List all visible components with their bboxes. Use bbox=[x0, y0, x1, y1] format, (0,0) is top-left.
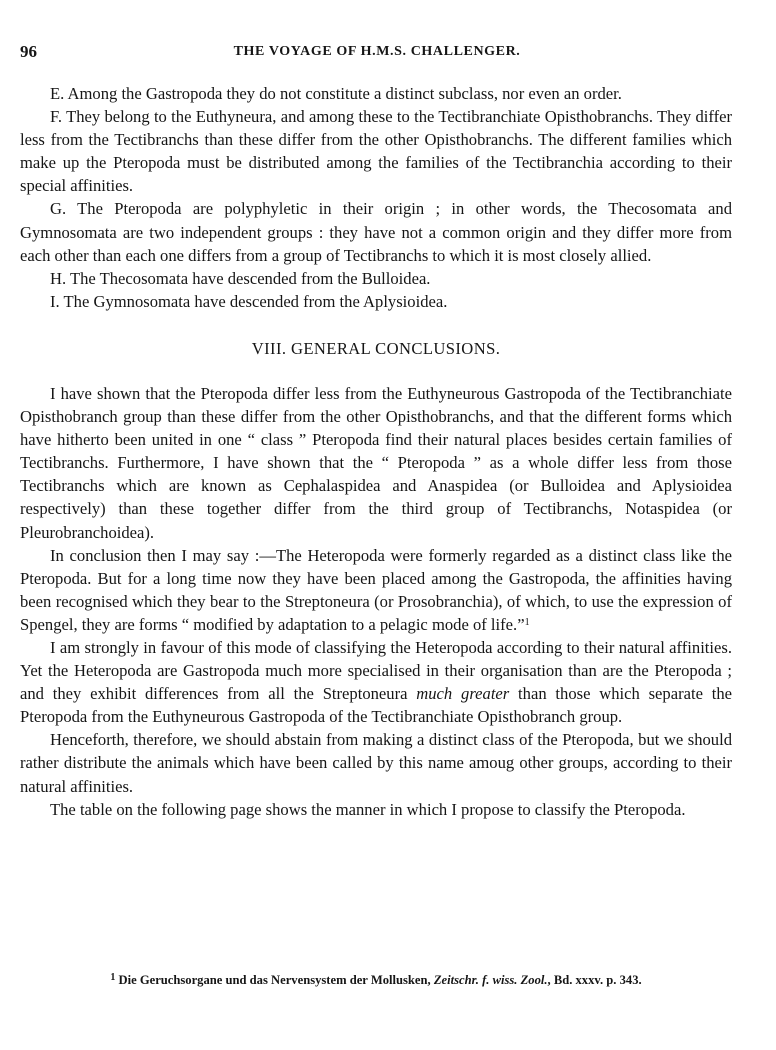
footnote-marker: 1 bbox=[110, 972, 116, 983]
emphasis-text: much greater bbox=[416, 684, 510, 704]
section-heading: VIII. GENERAL CONCLUSIONS. bbox=[251, 338, 501, 358]
page-number: 96 bbox=[20, 42, 37, 61]
paragraph-5: The table on the following page shows the manner in which I propose to classify the Pteropoda. bbox=[50, 799, 686, 819]
conclusion-g: G. The Pteropoda are polyphyletic in their origin ; in other words, the Thecosomata and Gymnosomata are two independent groups : they have not a common origin and they differ more from each other than each one differs from a group of Tectibranchs to which it is most closely allied. bbox=[20, 199, 732, 265]
paragraph-3-text-start: I am strongly in favour of this mode of classifying the Heteropoda according to their natural affinities. Yet the Heteropoda are Gastropoda much more specialised in their organisation than are the Pteropoda ; and they exhibit differences from all the Streptoneura bbox=[20, 637, 732, 704]
footnote-journal: Zeitschr. f. wiss. Zool. bbox=[433, 973, 548, 987]
paragraph-3 bbox=[20, 636, 732, 728]
body-text bbox=[20, 82, 732, 821]
paragraph-2 bbox=[20, 544, 732, 636]
conclusion-h: H. The Thecosomata have descended from the Bulloidea. bbox=[50, 268, 431, 288]
footnote-reference: 1 bbox=[524, 616, 530, 628]
paragraph-4: Henceforth, therefore, we should abstain from making a distinct class of the Pteropoda, but we should rather distribute the animals which have been called by this name amoug other groups, according to their natural affinities. bbox=[20, 730, 732, 796]
footnote bbox=[20, 972, 732, 988]
conclusion-f: F. They belong to the Euthyneura, and among these to the Tectibranchiate Opisthobranchs. They differ less from the Tectibranchs than these differ from the other Opisthobranchs. The different families which make up the Pteropoda must be distributed among the families of the Tectibranchia according to their special affinities. bbox=[20, 107, 732, 196]
paragraph-2-text: In conclusion then I may say :—The Heteropoda were formerly regarded as a distinct class like the Pteropoda. But for a long time now they have been placed among the Gastropoda, the affinities having been recognised which they bear to the Streptoneura (or Prosobranchia), of which, to use the expression of Spengel, they are forms “ modified by adaptation to a pelagic mode of life.” bbox=[20, 545, 732, 634]
conclusion-e: E. Among the Gastropoda they do not constitute a distinct subclass, nor even an order. bbox=[50, 84, 622, 103]
paragraph-1: I have shown that the Pteropoda differ less from the Euthyneurous Gastropoda of the Tectibranchiate Opisthobranch group than these differ from the other Opisthobranchs, and that the different forms which have hitherto been united in one “ class ” Pteropoda find their natural places besides certain families of Tectibranchs. Furthermore, I have shown that the “ Pteropoda ” as a whole differ less from those Tectibranchs which are known as Cephalaspidea and Anaspidea (or Bulloidea and Aplysioidea respectively) than these together differ from the third group of Tectibranchs, Notaspidea (or Pleurobranchoidea). bbox=[20, 383, 732, 542]
footnote-text-start: Die Geruchsorgane und das Nervensystem der Mollusken, bbox=[115, 973, 434, 987]
paragraph-3-text-end: than those which separate the Pteropoda from the Euthyneurous Gastropoda of the Tectibranchiate Opisthobranch group. bbox=[20, 684, 733, 727]
page-header bbox=[20, 42, 734, 66]
conclusion-i: I. The Gymnosomata have descended from the Aplysioidea. bbox=[50, 291, 448, 311]
footnote-text-end: , Bd. xxxv. p. 343. bbox=[547, 973, 642, 987]
running-head: THE VOYAGE OF H.M.S. CHALLENGER. bbox=[233, 44, 521, 59]
